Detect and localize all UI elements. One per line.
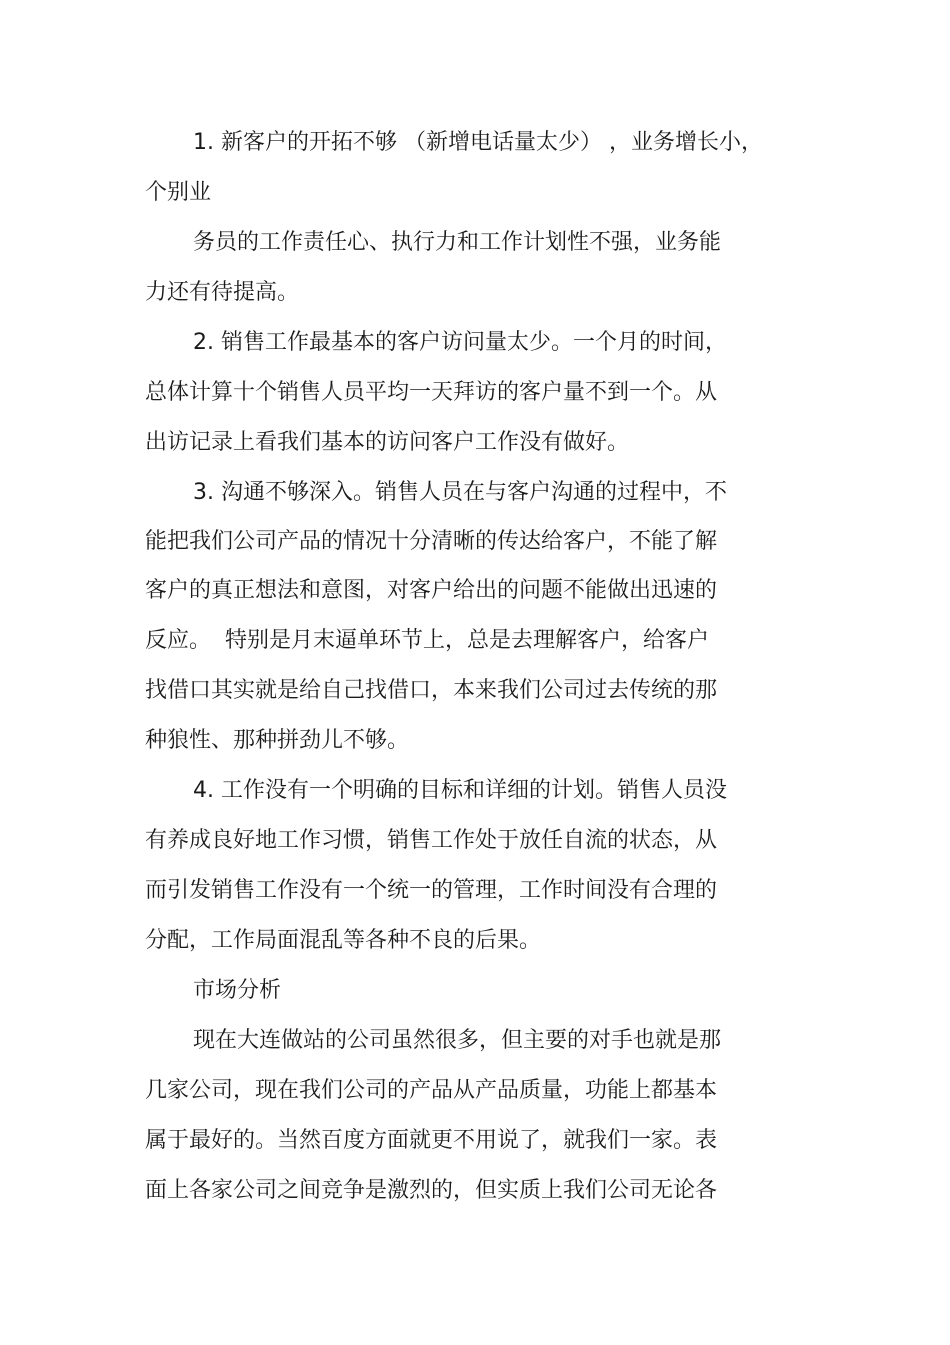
text-line: 务员的工作责任心、执行力和工作计划性不强，业务能 [193,230,722,255]
text-line: 个别业 [145,180,212,205]
text-line: 4. 工作没有一个明确的目标和详细的计划。销售人员没 [193,778,727,803]
text-line: 1. 新客户的开拓不够 （新增电话量太少） ，业务增长小， [193,130,763,155]
text-line: 而引发销售工作没有一个统一的管理，工作时间没有合理的 [145,878,718,903]
text-line: 力还有待提高。 [145,280,300,305]
text-line: 现在大连做站的公司虽然很多，但主要的对手也就是那 [193,1028,722,1053]
text-line: 3. 沟通不够深入。销售人员在与客户沟通的过程中，不 [193,480,727,505]
text-line: 总体计算十个销售人员平均一天拜访的客户量不到一个。从 [145,380,718,405]
text-line: 分配，工作局面混乱等各种不良的后果。 [145,928,542,953]
text-line: 有养成良好地工作习惯，销售工作处于放任自流的状态，从 [145,828,718,853]
text-line: 客户的真正想法和意图，对客户给出的问题不能做出迅速的 [145,578,718,603]
text-line: 几家公司，现在我们公司的产品从产品质量，功能上都基本 [145,1078,718,1103]
section-heading: 市场分析 [193,978,282,1003]
text-line: 属于最好的。当然百度方面就更不用说了，就我们一家。表 [145,1128,718,1153]
text-line: 2. 销售工作最基本的客户访问量太少。一个月的时间， [193,330,727,355]
text-line: 面上各家公司之间竞争是激烈的，但实质上我们公司无论各 [145,1178,718,1203]
text-line: 出访记录上看我们基本的访问客户工作没有做好。 [145,430,630,455]
text-line: 能把我们公司产品的情况十分清晰的传达给客户，不能了解 [145,529,718,554]
text-line: 找借口其实就是给自己找借口，本来我们公司过去传统的那 [145,678,718,703]
text-line: 反应。 特别是月末逼单环节上，总是去理解客户，给客户 [145,628,709,653]
text-line: 种狼性、那种拼劲儿不够。 [145,728,410,753]
